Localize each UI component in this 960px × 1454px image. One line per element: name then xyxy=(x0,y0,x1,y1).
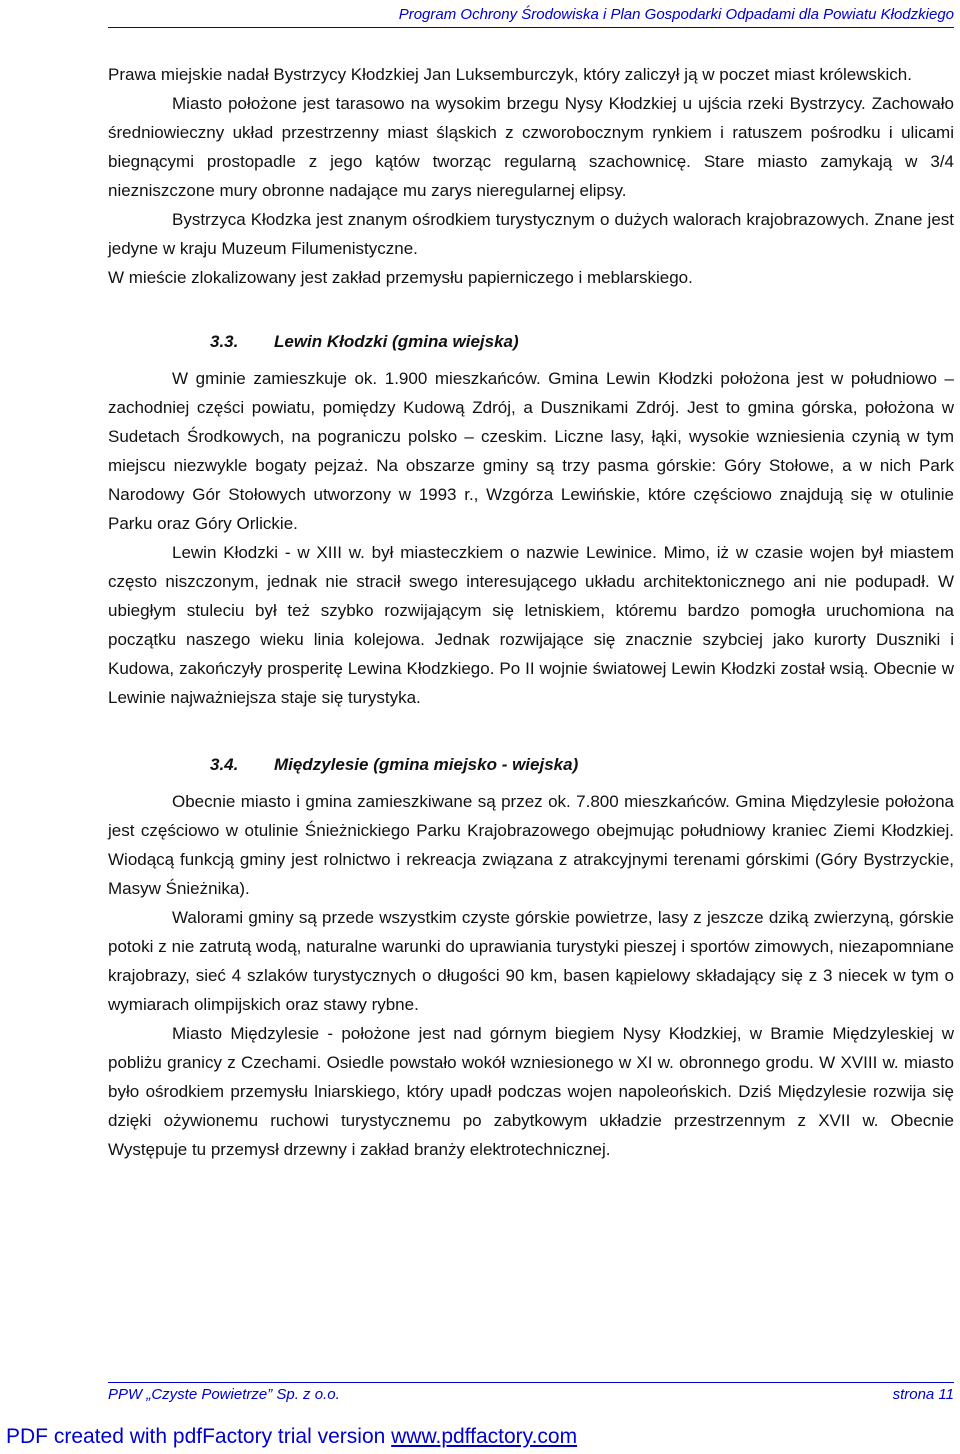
intro-paragraph-4: W mieście zlokalizowany jest zakład przemysłu papierniczego i meblarskiego. xyxy=(108,268,693,287)
section-3-4-paragraph-3: Miasto Międzylesie - położone jest nad górnym biegiem Nysy Kłodzkiej, w Bramie Międzyleskiej w pobliżu granicy z Czechami. Osiedle powstało wokół wzniesionego w XI w. obronnego grodu. W XVIII w. miasto było ośrodkiem przemysłu lniarskiego, który upadł podczas wojen napoleońskich. Dziś Międzylesie rozwija się dzięki ożywionemu ruchowi turystycznemu po zabytkowym układzie przestrzennym z XVII w. Obecnie Występuje tu przemysł drzewny i zakład branży elektrotechnicznej. xyxy=(108,1024,954,1159)
intro-paragraph-2: Miasto położone jest tarasowo na wysokim brzegu Nysy Kłodzkiej u ujścia rzeki Bystrzycy. Zachowało średniowieczny układ przestrzenny miast śląskich z czworobocznym rynkiem i ratuszem pośrodku i ulicami biegnącymi prostopadle z jego kątów tworząc regularną szachownicę. Stare miasto zamykają w 3/4 niezniszczone mury obronne nadające mu zarys nieregularnej elipsy. xyxy=(108,94,954,200)
intro-paragraph-1: Prawa miejskie nadał Bystrzycy Kłodzkiej Jan Luksemburczyk, który zaliczył ją w poczet miast królewskich. xyxy=(108,65,912,84)
document-body xyxy=(108,60,954,1164)
section-heading-3-4 xyxy=(108,750,954,779)
section-title: Lewin Kłodzki (gmina wiejska) xyxy=(274,332,519,351)
page-number: strona 11 xyxy=(892,1386,954,1403)
section-number: 3.3. xyxy=(210,332,239,351)
page-footer xyxy=(108,1382,954,1403)
header-title: Program Ochrony Środowiska i Plan Gospodarki Odpadami dla Powiatu Kłodzkiego xyxy=(398,6,954,23)
section-3-3-paragraph-1: W gminie zamieszkuje ok. 1.900 mieszkańców. Gmina Lewin Kłodzki położona jest w południowo – zachodniej części powiatu, pomiędzy Kudową Zdrój, a Dusznikami Zdrój. Jest to gmina górska, położona w Sudetach Środkowych, na pograniczu polsko – czeskim. Liczne lasy, łąki, wysokie wzniesienia czynią w tym miejscu niezwykle bogaty pejzaż. Na obszarze gminy są trzy pasma górskie: Góry Stołowe, a w nich Park Narodowy Gór Stołowych utworzony w 1993 r., Wzgórza Lewińskie, które częściowo znajdują się w otulinie Parku oraz Góry Orlickie. xyxy=(108,369,954,533)
section-title: Międzylesie (gmina miejsko - wiejska) xyxy=(274,755,579,774)
footer-company: PPW „Czyste Powietrze” Sp. z o.o. xyxy=(108,1386,340,1403)
pdf-trial-banner xyxy=(6,1425,577,1449)
section-3-3-paragraph-2: Lewin Kłodzki - w XIII w. był miasteczkiem o nazwie Lewinice. Mimo, iż w czasie wojen był miastem często niszczonym, jednak nie stracił swego interesującego układu architektonicznego ani nie podupadł. W ubiegłym stuleciu był też szybko rozwijającym się letniskiem, któremu bardzo pomogła uruchomiona na początku naszego wieku linia kolejowa. Jednak rozwijające się znacznie szybciej jako kurorty Duszniki i Kudowa, zakończyły prosperitę Lewina Kłodzkiego. Po II wojnie światowej Lewin Kłodzki został wsią. Obecnie w Lewinie najważniejsza staje się turystyka. xyxy=(108,543,954,707)
section-3-4-paragraph-1: Obecnie miasto i gmina zamieszkiwane są przez ok. 7.800 mieszkańców. Gmina Międzylesie położona jest częściowo w otulinie Śnieżnickiego Parku Krajobrazowego obejmując południowy kraniec Ziemi Kłodzkiej. Wiodącą funkcją gminy jest rolnictwo i rekreacja związana z atrakcyjnymi terenami górskimi (Góry Bystrzyckie, Masyw Śnieżnika). xyxy=(108,792,954,898)
section-number: 3.4. xyxy=(210,755,239,774)
page-header xyxy=(108,6,954,28)
pdf-banner-text: PDF created with pdfFactory trial version xyxy=(6,1425,392,1448)
section-3-4-paragraph-2: Walorami gminy są przede wszystkim czyste górskie powietrze, lasy z jeszcze dziką zwierzyną, górskie potoki z nie zatrutą wodą, naturalne warunki do uprawiania turystyki pieszej i sportów zimowych, niezapomniane krajobrazy, sieć 4 szlaków turystycznych o długości 90 km, basen kąpielowy składający się z 3 niecek w tym o wymiarach olimpijskich oraz stawy rybne. xyxy=(108,908,954,1014)
intro-paragraph-3: Bystrzyca Kłodzka jest znanym ośrodkiem turystycznym o dużych walorach krajobrazowych. Znane jest jedyne w kraju Muzeum Filumenistyczne. xyxy=(108,210,954,258)
pdffactory-link[interactable]: www.pdffactory.com xyxy=(391,1425,578,1448)
section-heading-3-3 xyxy=(108,327,954,356)
